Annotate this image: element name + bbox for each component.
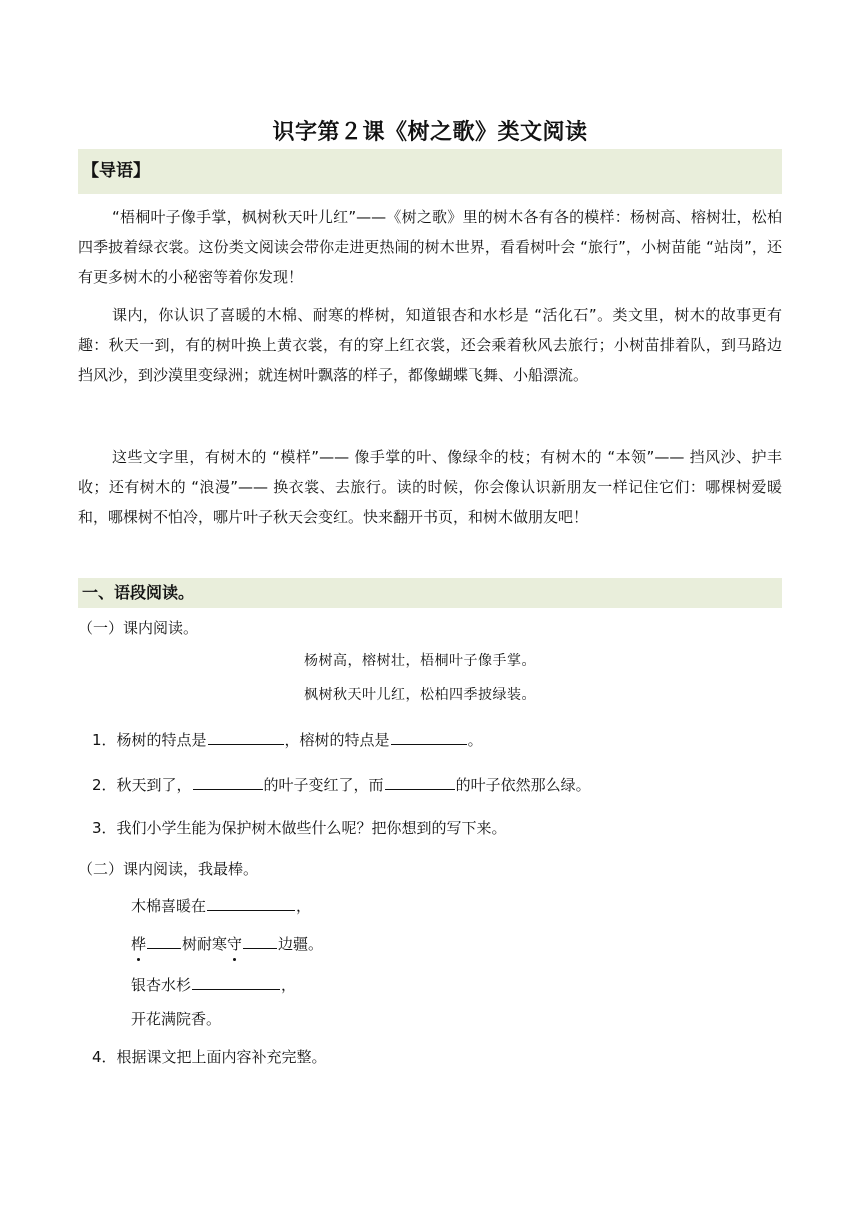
part2-label: （二）课内阅读，我最棒。 <box>78 860 259 878</box>
answer-blank[interactable] <box>207 892 295 911</box>
poem-line: 枫树秋天叶儿红，松柏四季披绿装。 <box>304 687 536 703</box>
fill-line-3 <box>131 971 296 996</box>
fill-text: 边疆。 <box>278 935 324 953</box>
question-2 <box>92 771 591 796</box>
fill-line-2 <box>131 930 323 955</box>
answer-blank[interactable] <box>385 771 455 790</box>
answer-blank[interactable] <box>391 726 467 745</box>
question-text: 。 <box>467 731 483 749</box>
fill-line-1 <box>131 892 311 917</box>
document-title: 识字第２课《树之歌》类文阅读 <box>272 120 588 145</box>
emphasis-char: 守 <box>227 935 243 953</box>
emphasis-char: 桦 <box>131 935 147 953</box>
question-text: 的叶子变红了，而 <box>263 776 384 794</box>
question-text: 的叶子依然那么绿。 <box>455 776 591 794</box>
fill-text: 木棉喜暖在 <box>131 897 207 915</box>
intro-heading: 【导语】 <box>78 149 782 194</box>
fill-text: ， <box>296 897 312 915</box>
fill-text: ， <box>281 976 297 994</box>
section-heading: 一、语段阅读。 <box>78 578 782 608</box>
part1-label: （一）课内阅读。 <box>78 619 199 637</box>
question-1 <box>92 726 483 751</box>
question-text: ，榕树的特点是 <box>284 731 390 749</box>
question-4: 4．根据课文把上面内容补充完整。 <box>92 1048 327 1066</box>
fill-line-4: 开花满院香。 <box>131 1010 222 1028</box>
question-text: 1．杨树的特点是 <box>92 731 207 749</box>
fill-text: 银杏水杉 <box>131 976 192 994</box>
question-text: 2．秋天到了， <box>92 776 192 794</box>
answer-blank[interactable] <box>243 930 277 949</box>
answer-blank[interactable] <box>192 971 280 990</box>
poem-line: 杨树高，榕树壮，梧桐叶子像手掌。 <box>304 653 536 669</box>
intro-paragraph: 这些文字里，有树木的 “模样”—— 像手掌的叶、像绿伞的枝；有树木的 “本领”—— 挡风沙、护丰收；还有树木的 “浪漫”—— 换衣裳、去旅行。读的时候，你会像认识新朋友一样记住它们：哪棵树爱暖和，哪棵树不怕冷，哪片叶子秋天会变红。快来翻开书页，和树木做朋友吧！ <box>78 448 782 526</box>
intro-paragraph: 课内，你认识了喜暖的木棉、耐寒的桦树，知道银杏和水杉是 “活化石”。类文里，树木的故事更有趣：秋天一到，有的树叶换上黄衣裳，有的穿上红衣裳，还会乘着秋风去旅行；小树苗排着队，到马路边挡风沙，到沙漠里变绿洲；就连树叶飘落的样子，都像蝴蝶飞舞、小船漂流。 <box>78 306 782 384</box>
intro-paragraph: “梧桐叶子像手掌，枫树秋天叶儿红”——《树之歌》里的树木各有各的模样：杨树高、榕树壮，松柏四季披着绿衣裳。这份类文阅读会带你走进更热闹的树木世界，看看树叶会 “旅行”，小树苗能 “站岗”，还有更多树木的小秘密等着你发现！ <box>78 208 782 286</box>
fill-text: 树耐寒守 <box>182 935 243 953</box>
answer-blank[interactable] <box>147 930 181 949</box>
answer-blank[interactable] <box>208 726 284 745</box>
answer-blank[interactable] <box>193 771 263 790</box>
question-3: 3．我们小学生能为保护树木做些什么呢？把你想到的写下来。 <box>92 819 507 837</box>
